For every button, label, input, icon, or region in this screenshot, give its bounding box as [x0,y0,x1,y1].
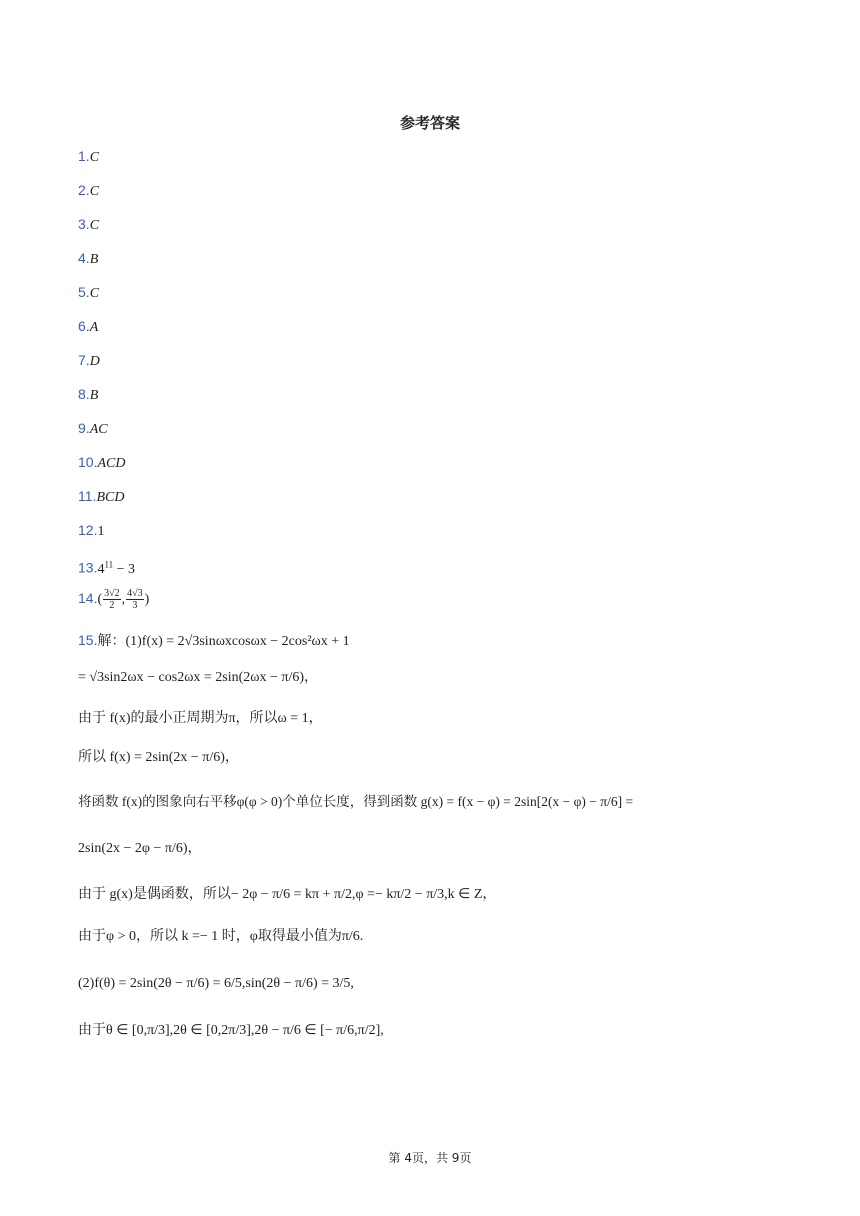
answer-number: 7. [78,352,90,368]
answer-item [78,384,778,418]
answer-item [78,248,778,282]
answer-number: 4. [78,250,90,266]
answer-value [97,559,136,577]
close-paren: ) [144,592,150,607]
value-base: 4 [97,561,105,577]
answer-number: 15. [78,632,98,648]
fraction [126,588,144,611]
answer-value: BCD [96,490,125,505]
open-paren: ( [97,592,103,607]
answer-item [78,350,778,384]
answer-item [78,180,778,214]
answer-item [78,452,778,486]
answer-number: 2. [78,182,90,198]
solution-line [78,630,778,652]
answer-item [78,520,778,554]
solution-text: 由于φ > 0，所以 k =− 1 时，φ取得最小值为π/6. [78,929,364,944]
answer-value: A [89,320,99,335]
solution-text: 由于θ ∈ [0,π/3],2θ ∈ [0,2π/3],2θ − π/6 ∈ [− π/6,π/2], [78,1023,384,1038]
fraction [103,588,121,611]
solution-text: 将函数 f(x)的图象向右平移φ(φ > 0)个单位长度，得到函数 g(x) = f(x − φ) = 2sin[2(x − φ) − π/6] = [78,794,634,809]
answer-item [78,588,778,622]
answer-value [97,588,150,612]
value-exponent: 11 [104,559,114,569]
solution-text: 由于 f(x)的最小正周期为π，所以ω = 1， [78,711,323,726]
answer-value: C [89,218,100,233]
solution-line [78,747,778,768]
answer-number: 11. [78,488,97,504]
answer-value: C [89,150,100,165]
answer-value: B [89,252,99,267]
solution-text: (1)f(x) = 2√3sinωxcosωx − 2cos²ωx + 1 [125,634,350,649]
answer-number: 13. [78,559,98,576]
fraction-numerator: 4√3 [127,588,143,600]
answer-number: 14. [78,590,98,606]
solution-text: 由于 g(x)是偶函数，所以− 2φ − π/6 = kπ + π/2,φ =− kπ/2 − π/3,k ∈ Z， [78,887,497,902]
answer-value: ACD [97,456,126,471]
answer-number: 6. [78,318,90,334]
solution-line [78,1020,778,1041]
answer-number: 3. [78,216,90,232]
answer-value: C [89,286,100,301]
answer-value: D [89,354,100,369]
solution-text: (2)f(θ) = 2sin(2θ − π/6) = 6/5,sin(2θ − π/6) = 3/5, [78,976,354,991]
page-title: 参考答案 [399,114,460,132]
answer-item [78,418,778,452]
solution-line [78,973,778,994]
answer-item [78,214,778,248]
separator: , [121,592,126,607]
page-footer: 第 4页，共 9页 [388,1151,472,1165]
solution-line [78,792,798,812]
value-tail: − 3 [113,561,136,577]
answer-number: 9. [78,420,90,436]
answer-value: AC [89,422,108,437]
answer-number: 12. [78,522,98,538]
fraction-denominator: 3 [132,600,138,612]
fraction-numerator: 3√2 [104,588,120,600]
solution-line [78,838,778,859]
solution-line [78,884,778,905]
answer-value: B [89,388,99,403]
fraction-denominator: 2 [109,600,115,612]
answer-item [78,146,778,180]
answer-item [78,486,778,520]
solution-intro: 解： [97,633,126,649]
answer-item [78,554,778,588]
solution-line [78,708,778,729]
answer-value: 1 [97,524,105,539]
answer-list [78,146,778,622]
solution-text: 所以 f(x) = 2sin(2x − π/6)， [78,750,239,765]
answer-value: C [89,184,100,199]
answer-number: 5. [78,284,90,300]
answer-number: 10. [78,454,98,470]
answer-item [78,316,778,350]
answer-number: 8. [78,386,90,402]
solution-line [78,667,778,688]
solution-text: 2sin(2x − 2φ − π/6)， [78,841,202,856]
answer-number: 1. [78,148,90,164]
solution-line [78,926,778,947]
solution-text: = √3sin2ωx − cos2ωx = 2sin(2ωx − π/6)， [78,670,319,685]
answer-item [78,282,778,316]
